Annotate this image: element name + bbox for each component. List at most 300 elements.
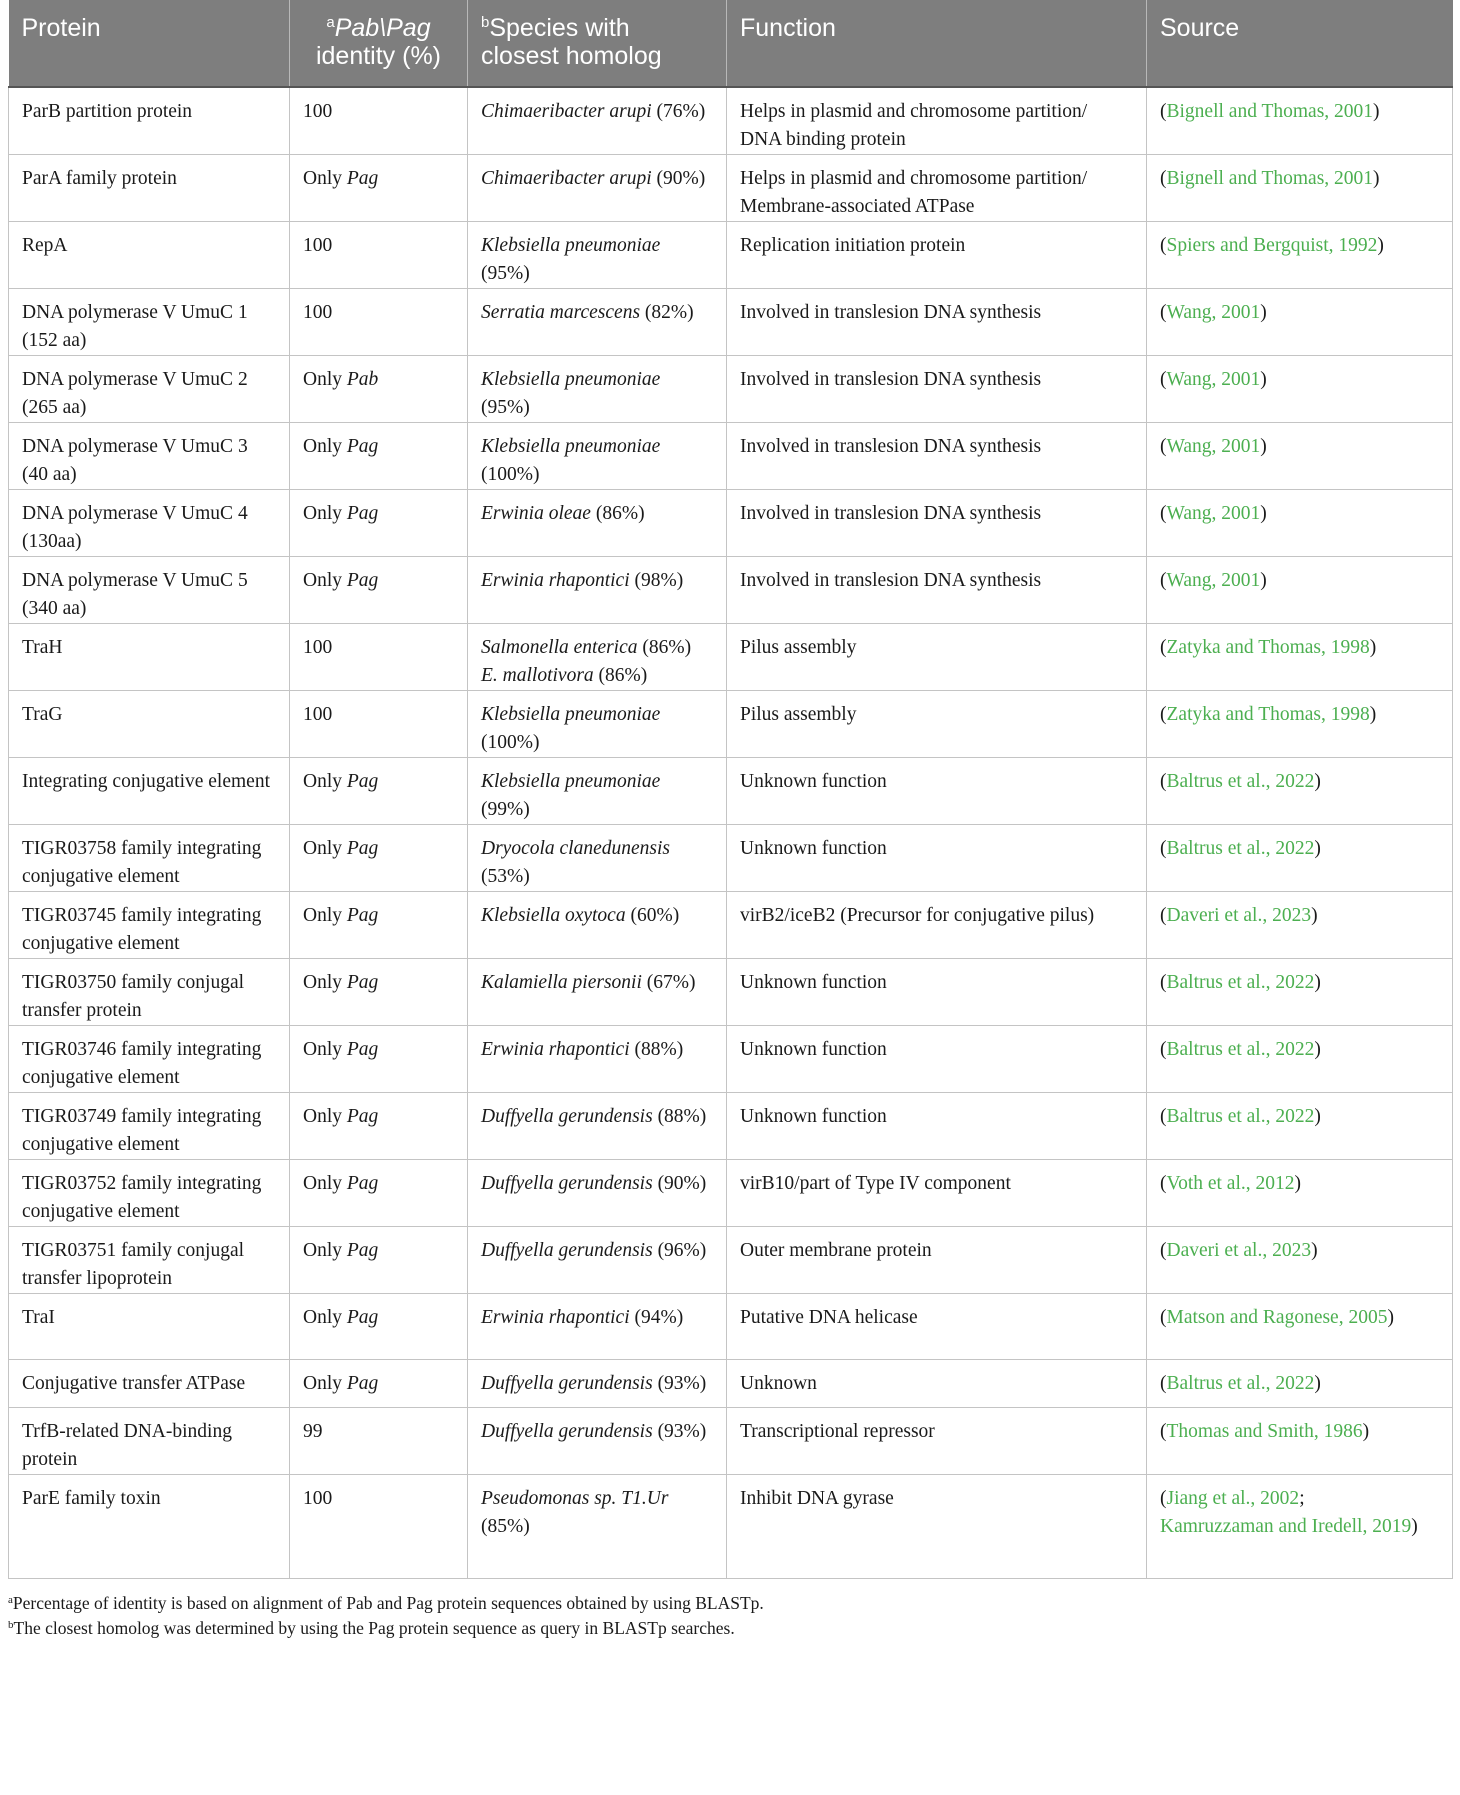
species-name: Klebsiella pneumoniae [481, 771, 661, 792]
table-row [9, 155, 1453, 222]
header-function: Function [727, 0, 1147, 87]
source-link[interactable]: Wang, 2001 [1166, 369, 1261, 390]
source-link[interactable]: Baltrus et al., 2022 [1166, 838, 1315, 859]
footnote-b [8, 1616, 1452, 1641]
species-identity: (93%) [652, 1373, 707, 1394]
species-identity: (99%) [481, 799, 530, 820]
species-identity: (95%) [481, 263, 530, 284]
cell-identity [290, 892, 468, 959]
species-identity: (86%) [590, 503, 645, 524]
identity-organism: Pag [346, 168, 379, 189]
cell-identity [290, 1093, 468, 1160]
species-identity: (53%) [481, 866, 530, 887]
cell-species [468, 1360, 727, 1408]
source-open: ( [1160, 771, 1167, 792]
cell-function: virB10/part of Type IV component [727, 1160, 1147, 1227]
cell-species [468, 490, 727, 557]
species-name: Klebsiella pneumoniae [481, 704, 661, 725]
source-open: ( [1160, 1240, 1167, 1261]
identity-organism: Pag [346, 436, 379, 457]
table-row [9, 959, 1453, 1026]
table-body [9, 87, 1453, 1579]
species-name: Erwinia rhapontici [481, 1039, 630, 1060]
cell-species [468, 1093, 727, 1160]
source-open: ( [1160, 436, 1167, 457]
identity-value: Only [303, 1307, 347, 1328]
source-close: ) [1311, 905, 1318, 926]
source-open: ( [1160, 1039, 1167, 1060]
cell-identity [290, 758, 468, 825]
identity-organism: Pag [346, 1307, 379, 1328]
cell-species [468, 423, 727, 490]
species-name-2: E. mallotivora [481, 665, 594, 686]
source-close: ) [1311, 1240, 1318, 1261]
cell-protein: TraH [9, 624, 290, 691]
species-identity: (67%) [641, 972, 696, 993]
cell-protein: Conjugative transfer ATPase [9, 1360, 290, 1408]
cell-source [1147, 423, 1453, 490]
identity-value: Only [303, 1106, 347, 1127]
source-close: ) [1260, 570, 1267, 591]
cell-species [468, 1227, 727, 1294]
table-row [9, 87, 1453, 155]
cell-protein: TIGR03750 family conjugal transfer protein [9, 959, 290, 1026]
footnotes [8, 1591, 1452, 1641]
table-row [9, 892, 1453, 959]
cell-source [1147, 1294, 1453, 1360]
cell-identity [290, 155, 468, 222]
header-identity-italic: Pab\Pag [334, 14, 431, 42]
source-open: ( [1160, 1106, 1167, 1127]
cell-function: Unknown function [727, 1026, 1147, 1093]
source-close: ) [1314, 1106, 1321, 1127]
species-name: Pseudomonas sp. T1.Ur [481, 1488, 669, 1509]
cell-species [468, 1294, 727, 1360]
source-close: ) [1373, 101, 1380, 122]
identity-value: Only [303, 369, 347, 390]
footnote-b-marker: b [8, 1619, 14, 1631]
source-link[interactable]: Baltrus et al., 2022 [1166, 1373, 1315, 1394]
header-species [468, 0, 727, 87]
cell-function: Unknown function [727, 758, 1147, 825]
cell-species [468, 87, 727, 155]
cell-function: Unknown function [727, 825, 1147, 892]
identity-organism: Pag [346, 1106, 379, 1127]
cell-protein: TIGR03746 family integrating conjugative element [9, 1026, 290, 1093]
cell-function: Transcriptional repressor [727, 1408, 1147, 1475]
source-close: ) [1314, 1373, 1321, 1394]
cell-identity [290, 222, 468, 289]
species-name: Serratia marcescens [481, 302, 641, 323]
identity-organism: Pag [346, 1373, 379, 1394]
cell-function: Involved in translesion DNA synthesis [727, 423, 1147, 490]
cell-species [468, 289, 727, 356]
species-name: Dryocola clanedunensis [481, 838, 671, 859]
source-open: ( [1160, 1421, 1167, 1442]
cell-source [1147, 1160, 1453, 1227]
source-close: ; [1299, 1488, 1305, 1509]
source-link[interactable]: Daveri et al., 2023 [1166, 905, 1312, 926]
identity-value: Only [303, 972, 347, 993]
footnote-a-text: Percentage of identity is based on alignment of Pab and Pag protein sequences obtained by using BLASTp. [12, 1593, 764, 1613]
cell-source [1147, 1408, 1453, 1475]
identity-value: Only [303, 503, 347, 524]
species-name: Erwinia oleae [481, 503, 591, 524]
cell-protein: DNA polymerase V UmuC 1 (152 aa) [9, 289, 290, 356]
source-close: ) [1294, 1173, 1302, 1194]
source-open: ( [1160, 637, 1167, 658]
species-name: Klebsiella pneumoniae [481, 436, 661, 457]
source-open: ( [1160, 168, 1167, 189]
source-close: ) [1387, 1307, 1394, 1328]
species-identity: (90%) [652, 1173, 707, 1194]
source-close: ) [1260, 436, 1267, 457]
cell-identity [290, 423, 468, 490]
table-row [9, 758, 1453, 825]
cell-species [468, 892, 727, 959]
cell-function: Helps in plasmid and chromosome partition/ DNA binding protein [727, 87, 1147, 155]
species-name: Erwinia rhapontici [481, 1307, 630, 1328]
header-identity [290, 0, 468, 87]
cell-function: Involved in translesion DNA synthesis [727, 490, 1147, 557]
cell-source [1147, 490, 1453, 557]
identity-value: Only [303, 1039, 347, 1060]
footnote-a [8, 1591, 1452, 1616]
cell-source [1147, 1360, 1453, 1408]
cell-identity [290, 1160, 468, 1227]
species-name: Duffyella gerundensis [481, 1173, 653, 1194]
cell-identity [290, 1408, 468, 1475]
table-row [9, 691, 1453, 758]
identity-value: 100 [303, 302, 333, 323]
table-header [9, 0, 1453, 87]
identity-organism: Pag [346, 503, 379, 524]
header-protein: Protein [9, 0, 290, 87]
header-species-sup: b [481, 14, 490, 31]
identity-organism: Pab [346, 369, 379, 390]
source-close: ) [1377, 235, 1384, 256]
source-link[interactable]: Wang, 2001 [1166, 436, 1261, 457]
species-name: Chimaeribacter arupi [481, 168, 652, 189]
source-close: ) [1314, 1039, 1321, 1060]
identity-organism: Pag [346, 1039, 379, 1060]
source-close: ) [1369, 637, 1377, 658]
cell-function: Helps in plasmid and chromosome partition/ Membrane-associated ATPase [727, 155, 1147, 222]
species-identity: (98%) [629, 570, 684, 591]
identity-organism: Pag [346, 1240, 379, 1261]
cell-protein: TIGR03758 family integrating conjugative element [9, 825, 290, 892]
identity-organism: Pag [346, 1173, 379, 1194]
protein-homology-table [8, 0, 1453, 1579]
table-row [9, 1026, 1453, 1093]
source-link[interactable]: Voth et al., 2012 [1166, 1173, 1295, 1194]
table-row [9, 222, 1453, 289]
header-species-text: Species with closest homolog [481, 14, 662, 70]
source-link[interactable]: Bignell and Thomas, 2001 [1166, 101, 1374, 122]
source-link[interactable]: Wang, 2001 [1166, 570, 1261, 591]
cell-species [468, 1408, 727, 1475]
cell-source [1147, 289, 1453, 356]
species-name: Duffyella gerundensis [481, 1373, 653, 1394]
cell-protein: TIGR03751 family conjugal transfer lipoprotein [9, 1227, 290, 1294]
identity-value: 100 [303, 1488, 333, 1509]
cell-protein: DNA polymerase V UmuC 4 (130aa) [9, 490, 290, 557]
cell-species [468, 825, 727, 892]
source-close-2: ) [1411, 1516, 1418, 1537]
table-row [9, 1227, 1453, 1294]
cell-species [468, 624, 727, 691]
cell-protein: DNA polymerase V UmuC 2 (265 aa) [9, 356, 290, 423]
source-open: ( [1160, 503, 1167, 524]
cell-identity [290, 1360, 468, 1408]
header-identity-sup: a [326, 14, 335, 31]
species-identity: (96%) [652, 1240, 707, 1261]
cell-source [1147, 959, 1453, 1026]
source-close: ) [1260, 369, 1267, 390]
species-name: Duffyella gerundensis [481, 1421, 653, 1442]
cell-source [1147, 758, 1453, 825]
species-identity: (76%) [651, 101, 706, 122]
identity-organism: Pag [346, 905, 379, 926]
species-name: Salmonella enterica [481, 637, 638, 658]
species-identity-2: (86%) [593, 665, 648, 686]
cell-protein: TIGR03745 family integrating conjugative element [9, 892, 290, 959]
source-close: ) [1362, 1421, 1370, 1442]
source-link[interactable]: Jiang et al., 2002 [1166, 1488, 1300, 1509]
source-link-2[interactable]: Kamruzzaman and Iredell, 2019 [1160, 1516, 1412, 1537]
cell-source [1147, 825, 1453, 892]
cell-function: Unknown function [727, 1093, 1147, 1160]
source-link[interactable]: Spiers and Bergquist, 1992 [1166, 235, 1378, 256]
identity-organism: Pag [346, 570, 379, 591]
species-name: Klebsiella pneumoniae [481, 369, 661, 390]
identity-value: Only [303, 771, 347, 792]
source-link[interactable]: Baltrus et al., 2022 [1166, 1106, 1315, 1127]
identity-value: 100 [303, 637, 333, 658]
cell-protein: DNA polymerase V UmuC 5 (340 aa) [9, 557, 290, 624]
identity-organism: Pag [346, 838, 379, 859]
cell-identity [290, 490, 468, 557]
header-row [9, 0, 1453, 87]
cell-species [468, 691, 727, 758]
cell-source [1147, 624, 1453, 691]
table-row [9, 1475, 1453, 1579]
source-close: ) [1369, 704, 1377, 725]
identity-value: 100 [303, 235, 333, 256]
table-row [9, 356, 1453, 423]
source-close: ) [1260, 302, 1267, 323]
species-name: Klebsiella pneumoniae [481, 235, 661, 256]
species-identity: (94%) [629, 1307, 684, 1328]
cell-source [1147, 691, 1453, 758]
table-row [9, 1160, 1453, 1227]
cell-source [1147, 892, 1453, 959]
identity-value: 99 [303, 1421, 323, 1442]
source-open: ( [1160, 1373, 1167, 1394]
identity-value: 100 [303, 101, 333, 122]
table-row [9, 1360, 1453, 1408]
cell-source [1147, 155, 1453, 222]
source-link[interactable]: Thomas and Smith, 1986 [1166, 1421, 1363, 1442]
cell-species [468, 1160, 727, 1227]
cell-protein: ParE family toxin [9, 1475, 290, 1579]
cell-source [1147, 356, 1453, 423]
cell-identity [290, 1026, 468, 1093]
species-name: Erwinia rhapontici [481, 570, 630, 591]
source-link[interactable]: Wang, 2001 [1166, 302, 1261, 323]
source-open: ( [1160, 1488, 1167, 1509]
source-link[interactable]: Daveri et al., 2023 [1166, 1240, 1312, 1261]
cell-protein: TIGR03749 family integrating conjugative element [9, 1093, 290, 1160]
cell-protein: TIGR03752 family integrating conjugative element [9, 1160, 290, 1227]
species-name: Duffyella gerundensis [481, 1106, 653, 1127]
source-link[interactable]: Matson and Ragonese, 2005 [1166, 1307, 1388, 1328]
cell-species [468, 222, 727, 289]
species-identity: (60%) [625, 905, 680, 926]
cell-species [468, 155, 727, 222]
cell-identity [290, 557, 468, 624]
source-link[interactable]: Wang, 2001 [1166, 503, 1261, 524]
identity-value: Only [303, 570, 347, 591]
table-row [9, 1294, 1453, 1360]
species-identity: (100%) [481, 464, 540, 485]
species-identity: (88%) [652, 1106, 707, 1127]
identity-value: Only [303, 1240, 347, 1261]
source-link[interactable]: Baltrus et al., 2022 [1166, 972, 1315, 993]
cell-function: Pilus assembly [727, 624, 1147, 691]
cell-protein: DNA polymerase V UmuC 3 (40 aa) [9, 423, 290, 490]
cell-species [468, 356, 727, 423]
species-identity: (93%) [652, 1421, 707, 1442]
source-open: ( [1160, 101, 1167, 122]
cell-function: Involved in translesion DNA synthesis [727, 557, 1147, 624]
identity-value: 100 [303, 704, 333, 725]
table-row [9, 825, 1453, 892]
table-row [9, 557, 1453, 624]
cell-identity [290, 87, 468, 155]
source-open: ( [1160, 369, 1167, 390]
species-identity: (88%) [629, 1039, 684, 1060]
source-link[interactable]: Zatyka and Thomas, 1998 [1166, 637, 1370, 658]
footnote-a-marker: a [8, 1594, 13, 1606]
source-link[interactable]: Zatyka and Thomas, 1998 [1166, 704, 1370, 725]
table-row [9, 289, 1453, 356]
cell-source [1147, 1026, 1453, 1093]
source-close: ) [1314, 838, 1321, 859]
species-identity: (95%) [481, 397, 530, 418]
source-close: ) [1314, 771, 1321, 792]
cell-identity [290, 825, 468, 892]
table-row [9, 490, 1453, 557]
cell-source [1147, 222, 1453, 289]
source-open: ( [1160, 570, 1167, 591]
header-source: Source [1147, 0, 1453, 87]
cell-identity [290, 1227, 468, 1294]
cell-identity [290, 289, 468, 356]
cell-identity [290, 691, 468, 758]
cell-function: Pilus assembly [727, 691, 1147, 758]
source-link[interactable]: Baltrus et al., 2022 [1166, 1039, 1315, 1060]
cell-protein: TraG [9, 691, 290, 758]
table-row [9, 624, 1453, 691]
source-open: ( [1160, 972, 1167, 993]
table-row [9, 423, 1453, 490]
cell-source [1147, 87, 1453, 155]
table-container [8, 0, 1452, 1641]
identity-organism: Pag [346, 972, 379, 993]
species-identity: (85%) [481, 1516, 530, 1537]
cell-species [468, 557, 727, 624]
cell-species [468, 1026, 727, 1093]
cell-protein: ParB partition protein [9, 87, 290, 155]
cell-protein: ParA family protein [9, 155, 290, 222]
header-identity-rest: identity (%) [315, 42, 442, 70]
identity-value: Only [303, 1373, 347, 1394]
table-row [9, 1093, 1453, 1160]
species-identity: (82%) [640, 302, 694, 323]
table-row [9, 1408, 1453, 1475]
source-link[interactable]: Baltrus et al., 2022 [1166, 771, 1315, 792]
cell-protein: Integrating conjugative element [9, 758, 290, 825]
cell-function: Involved in translesion DNA synthesis [727, 289, 1147, 356]
identity-value: Only [303, 838, 347, 859]
source-open: ( [1160, 235, 1167, 256]
cell-identity [290, 1475, 468, 1579]
source-open: ( [1160, 704, 1167, 725]
cell-identity [290, 356, 468, 423]
source-open: ( [1160, 302, 1167, 323]
cell-function: Outer membrane protein [727, 1227, 1147, 1294]
cell-source [1147, 1475, 1453, 1579]
species-name: Duffyella gerundensis [481, 1240, 653, 1261]
identity-value: Only [303, 1173, 347, 1194]
cell-source [1147, 557, 1453, 624]
species-name: Chimaeribacter arupi [481, 101, 652, 122]
cell-protein: RepA [9, 222, 290, 289]
cell-identity [290, 959, 468, 1026]
identity-value: Only [303, 905, 347, 926]
source-link[interactable]: Bignell and Thomas, 2001 [1166, 168, 1374, 189]
identity-organism: Pag [346, 771, 379, 792]
source-open: ( [1160, 838, 1167, 859]
cell-identity [290, 624, 468, 691]
cell-protein: TrfB-related DNA-binding protein [9, 1408, 290, 1475]
source-close: ) [1373, 168, 1380, 189]
footnote-b-text: The closest homolog was determined by using the Pag protein sequence as query in BLASTp searches. [13, 1618, 735, 1638]
species-identity: (100%) [481, 732, 540, 753]
cell-identity [290, 1294, 468, 1360]
cell-function: Involved in translesion DNA synthesis [727, 356, 1147, 423]
cell-source [1147, 1093, 1453, 1160]
cell-species [468, 758, 727, 825]
identity-value: Only [303, 436, 347, 457]
source-close: ) [1314, 972, 1321, 993]
species-identity: (86%) [637, 637, 692, 658]
cell-function: Unknown [727, 1360, 1147, 1408]
cell-function: Unknown function [727, 959, 1147, 1026]
source-open: ( [1160, 905, 1167, 926]
cell-function: Replication initiation protein [727, 222, 1147, 289]
cell-function: virB2/iceB2 (Precursor for conjugative pilus) [727, 892, 1147, 959]
cell-source [1147, 1227, 1453, 1294]
species-name: Kalamiella piersonii [481, 972, 642, 993]
cell-function: Putative DNA helicase [727, 1294, 1147, 1360]
cell-species [468, 1475, 727, 1579]
identity-value: Only [303, 168, 347, 189]
species-identity: (90%) [651, 168, 706, 189]
cell-protein: TraI [9, 1294, 290, 1360]
source-open: ( [1160, 1173, 1167, 1194]
